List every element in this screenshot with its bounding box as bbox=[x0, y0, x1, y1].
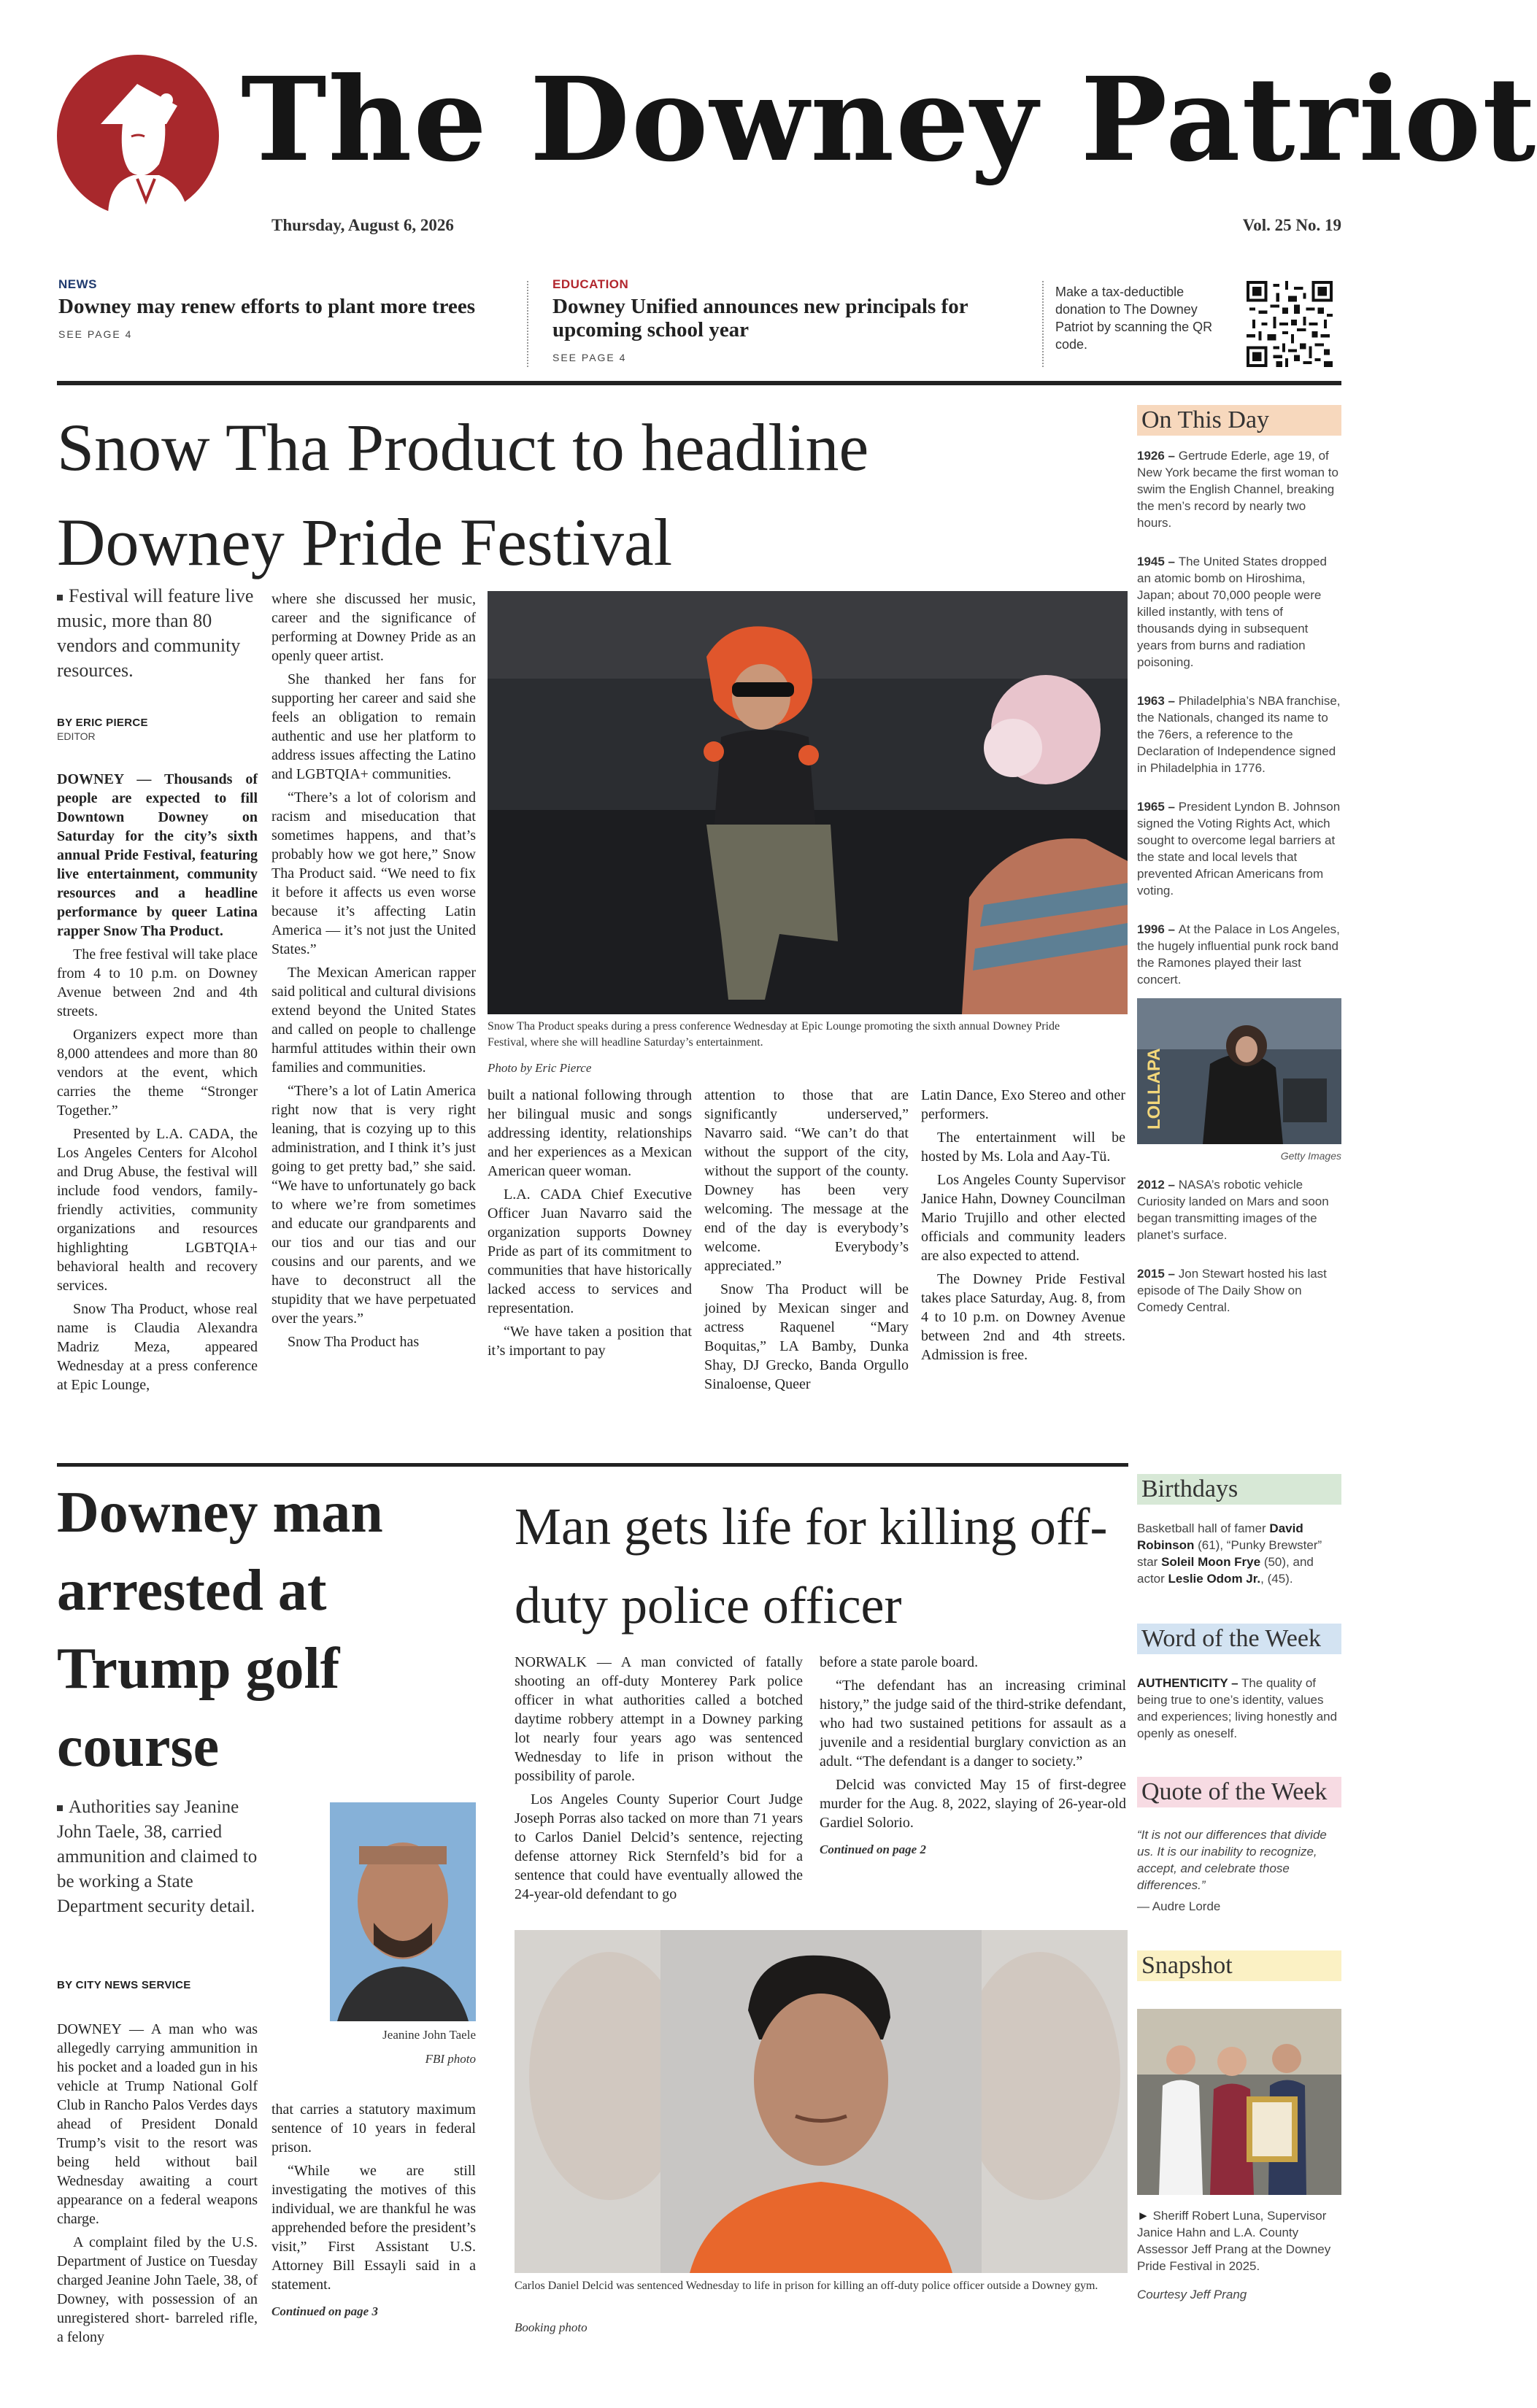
sidebar bbox=[1137, 405, 1341, 2375]
birthdays-heading: Birthdays bbox=[1137, 1474, 1341, 1505]
lead-photo-caption: Snow Tha Product speaks during a press conference Wednesday at Epic Lounge promoting the sixth annual Downey Pride Festival, where she will headline Saturday’s entertainment. bbox=[488, 1020, 1060, 1049]
on-this-day-entry: 1965 – President Lyndon B. Johnson signed the Voting Rights Act, which sought to overcome legal barriers at the state and local levels that prevented African Americans from voting. bbox=[1137, 800, 1341, 898]
on-this-day-entry: 1945 – The United States dropped an atomic bomb on Hiroshima, Japan; about 70,000 people were killed instantly, with tens of thousands dying in subsequent years from burns and radiation poisoning. bbox=[1137, 555, 1327, 669]
teaser-divider bbox=[527, 281, 528, 367]
donation-text: Make a tax-deductible donation to The Downey Patriot by scanning the QR code. bbox=[1055, 285, 1213, 352]
paragraph: She thanked her fans for supporting her career and said she feels an obligation to remain authentic and use her platform to address issues affecting the Latino and LGBTQIA+ communities. bbox=[271, 671, 476, 782]
story2-headline[interactable]: Downey man arrested at Trump golf course bbox=[57, 1481, 383, 1779]
byline: BY ERIC PIERCE bbox=[57, 717, 148, 729]
patriot-logo-icon bbox=[57, 55, 219, 217]
lead-photo-credit: Photo by Eric Pierce bbox=[488, 1061, 592, 1075]
teaser-section: EDUCATION bbox=[552, 277, 629, 291]
paragraph: that carries a statutory maximum sentence of 10 years in federal prison. bbox=[271, 2102, 476, 2156]
issue-date: Thursday, August 6, 2026 bbox=[271, 216, 454, 234]
teaser-see-page: SEE PAGE 4 bbox=[552, 352, 627, 363]
lead-column-3 bbox=[488, 1086, 692, 1365]
defendant-photo[interactable] bbox=[515, 1930, 1128, 2273]
byline-role: EDITOR bbox=[57, 730, 96, 742]
snapshot-credit: Courtesy Jeff Prang bbox=[1137, 2288, 1247, 2301]
paragraph: “There’s a lot of colorism and racism and miseducation that sometimes happens, and that’s probably how we got here,” Snow Tha Product said. “We need to fix it before it affects us even worse because it’s affecting Latin America — it’s not just the United States.” bbox=[271, 790, 476, 957]
lead-story-deck bbox=[57, 584, 261, 742]
lead-column-5 bbox=[921, 1086, 1125, 1369]
paragraph: NORWALK — A man convicted of fatally shooting an off-duty Monterey Park police officer in what authorities called a botched daytime robbery attempt in a Downey parking lot nearly four years ago was sentenced Wednesday to life in prison without the possibility of parole. bbox=[515, 1654, 803, 1784]
banner-text: LOLLAPA bbox=[1144, 1048, 1164, 1130]
on-this-day-list bbox=[1137, 447, 1341, 988]
on-this-day-entry: 1926 – Gertrude Ederle, age 19, of New York became the first woman to swim the English Channel, breaking the men’s record by nearly two hours. bbox=[1137, 449, 1338, 530]
paragraph: A complaint filed by the U.S. Department of Justice on Tuesday charged Jeanine John Taele, 38, of Downey, with possession of an unregistered short- barreled rifle, a felony bbox=[57, 2234, 258, 2345]
lead-photo[interactable] bbox=[488, 591, 1128, 1014]
paragraph: before a state parole board. bbox=[820, 1654, 979, 1670]
teaser-headline: Downey Unified announces new principals for upcoming school year bbox=[552, 295, 968, 341]
on-this-day-entry: 1996 – At the Palace in Los Angeles, the hugely influential punk rock band the Ramones played their last concert. bbox=[1137, 922, 1340, 987]
teaser-divider bbox=[1042, 281, 1044, 367]
paragraph: Los Angeles County Supervisor Janice Hahn, Downey Councilman Mario Trujillo and other elected officials and community leaders are also expected to attend. bbox=[921, 1172, 1125, 1264]
lead-column-4 bbox=[704, 1086, 909, 1398]
paragraph: where she discussed her music, career and the significance of performing at Downey Pride as an openly queer artist. bbox=[271, 591, 476, 664]
paragraph: The free festival will take place from 4 to 10 p.m. on Downey Avenue between 2nd and 4th streets. bbox=[57, 946, 258, 1019]
bullet-square-icon bbox=[57, 1805, 63, 1811]
lead-column-2 bbox=[271, 590, 476, 1356]
quote-text: “It is not our differences that divide us. It is our inability to recognize, accept, and celebrate those differences.” bbox=[1137, 1828, 1327, 1892]
on-this-day-entry: 1963 – Philadelphia’s NBA franchise, the Nationals, changed its name to the 76ers, a reference to the Declaration of Independence signed in Philadelphia in 1776. bbox=[1137, 694, 1341, 775]
teaser-headline: Downey may renew efforts to plant more trees bbox=[58, 295, 475, 318]
story3-column-1 bbox=[515, 1653, 803, 1908]
on-this-day-heading: On This Day bbox=[1137, 405, 1341, 436]
paragraph: L.A. CADA Chief Executive Officer Juan Navarro said the organization supports Downey Pride as part of its commitment to communities that have historically lacked access to services and representation. bbox=[488, 1186, 692, 1316]
volume-number: Vol. 25 No. 19 bbox=[1242, 216, 1341, 234]
paragraph: Los Angeles County Superior Court Judge Joseph Porras also tacked on more than 71 years to Carlos Daniel Delcid’s sentence, rejecting defense attorney Rick Sternfeld’s bid for a sentence that could have eventually allowed the 24-year-old defendant to go bbox=[515, 1791, 803, 1902]
masthead-title: The Downey Patriot bbox=[241, 53, 1537, 188]
paragraph: “The defendant has an increasing criminal history,” the judge said of the third-strike defendant, who had two sustained petitions for assault as a juvenile and a residential burglary conviction as an adult. “The defendant is a danger to society.” bbox=[820, 1678, 1126, 1770]
teaser-education[interactable] bbox=[552, 277, 1034, 372]
paragraph: built a national following through her bilingual music and songs addressing identity, relationships and her experiences as a Mexican American queer woman. bbox=[488, 1087, 692, 1179]
teaser-see-page: SEE PAGE 4 bbox=[58, 328, 133, 340]
paragraph: Snow Tha Product will be joined by Mexican singer and actress Raquenel “Mary Boquitas,” LA Bamby, Dunka Shay, DJ Grecko, Banda Orgullo Sinaloense, Queer bbox=[704, 1281, 909, 1392]
masthead bbox=[0, 0, 1537, 379]
story2-column-1 bbox=[57, 2020, 258, 2351]
snapshot-photo[interactable] bbox=[1137, 2009, 1341, 2195]
word-of-week-heading: Word of the Week bbox=[1137, 1624, 1341, 1654]
story2-deck: Authorities say Jeanine John Taele, 38, carried ammunition and claimed to be working a State Department security detail. bbox=[57, 1797, 258, 1916]
story2-continued-link[interactable]: Continued on page 3 bbox=[271, 2304, 378, 2318]
snapshot-caption: ► Sheriff Robert Luna, Supervisor Janice Hahn and L.A. County Assessor Jeff Prang at the Downey Pride Festival in 2025. bbox=[1137, 2209, 1331, 2273]
teaser-news[interactable] bbox=[58, 277, 496, 372]
birthdays-text: Basketball hall of famer David Robinson (61), “Punky Brewster” star Soleil Moon Frye (50), and actor Leslie Odom Jr., (45). bbox=[1137, 1521, 1322, 1586]
donation-qr-code-icon[interactable] bbox=[1247, 281, 1333, 367]
bullet-square-icon bbox=[57, 595, 63, 601]
paragraph: The Mexican American rapper said political and cultural divisions extend beyond the United States and called on people to challenge harmful attitudes within their own families and communities. bbox=[271, 965, 476, 1076]
mugshot-caption: Jeanine John Taele bbox=[382, 2028, 476, 2042]
paragraph: Latin Dance, Exo Stereo and other performers. bbox=[921, 1087, 1125, 1122]
on-this-day-entry: 2012 – NASA’s robotic vehicle Curiosity landed on Mars and soon began transmitting images of the planet’s surface. bbox=[1137, 1178, 1329, 1242]
paragraph: DOWNEY — Thousands of people are expected to fill Downtown Downey on Saturday for the city’s sixth annual Pride Festival, featuring live entertainment, community resources and a headline performance by queer Latina rapper Snow Tha Product. bbox=[57, 771, 258, 939]
teaser-section: NEWS bbox=[58, 277, 97, 291]
paragraph: attention to those that are significantly underserved,” Navarro said. “We can’t do that without the support of the city, without the support of the county. Downey has been very welcoming. The message at the end of the day is everybody’s welcome. Everybody’s appreciated.” bbox=[704, 1087, 909, 1274]
paragraph: “While we are still investigating the motives of this individual, we are thankful he was apprehended before the president’s visit,” First Assistant U.S. Attorney Bill Essayli said in a statement. bbox=[271, 2163, 476, 2293]
quote-of-week-heading: Quote of the Week bbox=[1137, 1777, 1341, 1807]
ramones-photo-credit: Getty Images bbox=[1280, 1150, 1341, 1162]
masthead-rule bbox=[57, 381, 1341, 385]
on-this-day-list-continued bbox=[1137, 1176, 1341, 1316]
paragraph: DOWNEY — A man who was allegedly carrying ammunition in his pocket and a loaded gun in his vehicle at Trump National Golf Club in Rancho Palos Verdes days ahead of President Donald Trump’s visit to the resort was being held without bail Wednesday awaiting a court appearance on a federal weapons charge. bbox=[57, 2021, 258, 2227]
paragraph: “We have taken a position that it’s important to pay bbox=[488, 1324, 692, 1359]
ramones-photo[interactable] bbox=[1137, 998, 1341, 1144]
defendant-photo-caption: Carlos Daniel Delcid was sentenced Wednesday to life in prison for killing an off-duty police officer outside a Downey gym. bbox=[515, 2280, 1098, 2292]
deck-text: Festival will feature live music, more than 80 vendors and community resources. bbox=[57, 585, 254, 681]
snapshot-heading: Snapshot bbox=[1137, 1950, 1341, 1981]
story2-column-2 bbox=[271, 2100, 476, 2319]
story3-continued-link[interactable]: Continued on page 2 bbox=[820, 1842, 926, 1856]
story2-byline: BY CITY NEWS SERVICE bbox=[57, 1979, 191, 1991]
lead-column-1 bbox=[57, 770, 258, 1399]
on-this-day-entry: 2015 – Jon Stewart hosted his last episode of The Daily Show on Comedy Central. bbox=[1137, 1267, 1327, 1314]
section-rule bbox=[57, 1463, 1128, 1467]
mugshot-credit: FBI photo bbox=[425, 2052, 476, 2066]
story3-headline[interactable]: Man gets life for killing off-duty police officer bbox=[515, 1497, 1108, 1635]
play-triangle-icon: ► bbox=[1137, 2209, 1153, 2223]
story3-column-2 bbox=[820, 1653, 1126, 1857]
paragraph: Snow Tha Product, whose real name is Claudia Alexandra Madriz Meza, appeared Wednesday at a press conference at Epic Lounge, bbox=[57, 1301, 258, 1393]
paragraph: The entertainment will be hosted by Ms. Lola and Aay-Tü. bbox=[921, 1130, 1125, 1165]
defendant-photo-credit: Booking photo bbox=[515, 2320, 588, 2334]
paragraph: Snow Tha Product has bbox=[288, 1334, 420, 1350]
quote-author: — Audre Lorde bbox=[1137, 1899, 1221, 1913]
paragraph: Presented by L.A. CADA, the Los Angeles Centers for Alcohol and Drug Abuse, the festival will include food vendors, family-friendly activities, community organizations and resources highlighting LGBTQIA+ behavioral health and recovery services. bbox=[57, 1126, 258, 1294]
paragraph: The Downey Pride Festival takes place Saturday, Aug. 8, from 4 to 10 p.m. on Downey Avenue between 2nd and 4th streets. Admission is free. bbox=[921, 1271, 1125, 1363]
paragraph: Organizers expect more than 8,000 attendees and more than 80 vendors at the event, which carries the theme “Stronger Together.” bbox=[57, 1027, 258, 1119]
paragraph: “There’s a lot of Latin America right now that is very right leaning, that is cozying up to this administration, and I think it’s just going to get pretty bad,” she said. “We have to unfortunately go back to where we’re from sometimes and educate our grandparents and our tios and our tias and our cousins and our parents, and we have to deconstruct all the stupidity that we have perpetuated over the years.” bbox=[271, 1083, 476, 1327]
lead-story-headline[interactable]: Snow Tha Product to headline Downey Pride Festival bbox=[57, 410, 869, 579]
paragraph: Delcid was convicted May 15 of first-degree murder for the Aug. 8, 2022, slaying of 26-year-old Gardiel Solorio. bbox=[820, 1777, 1126, 1831]
suspect-mugshot[interactable] bbox=[330, 1802, 476, 2021]
word-of-week-text: AUTHENTICITY – The quality of being true to one’s identity, values and experiences; living honestly and openly as oneself. bbox=[1137, 1676, 1338, 1740]
